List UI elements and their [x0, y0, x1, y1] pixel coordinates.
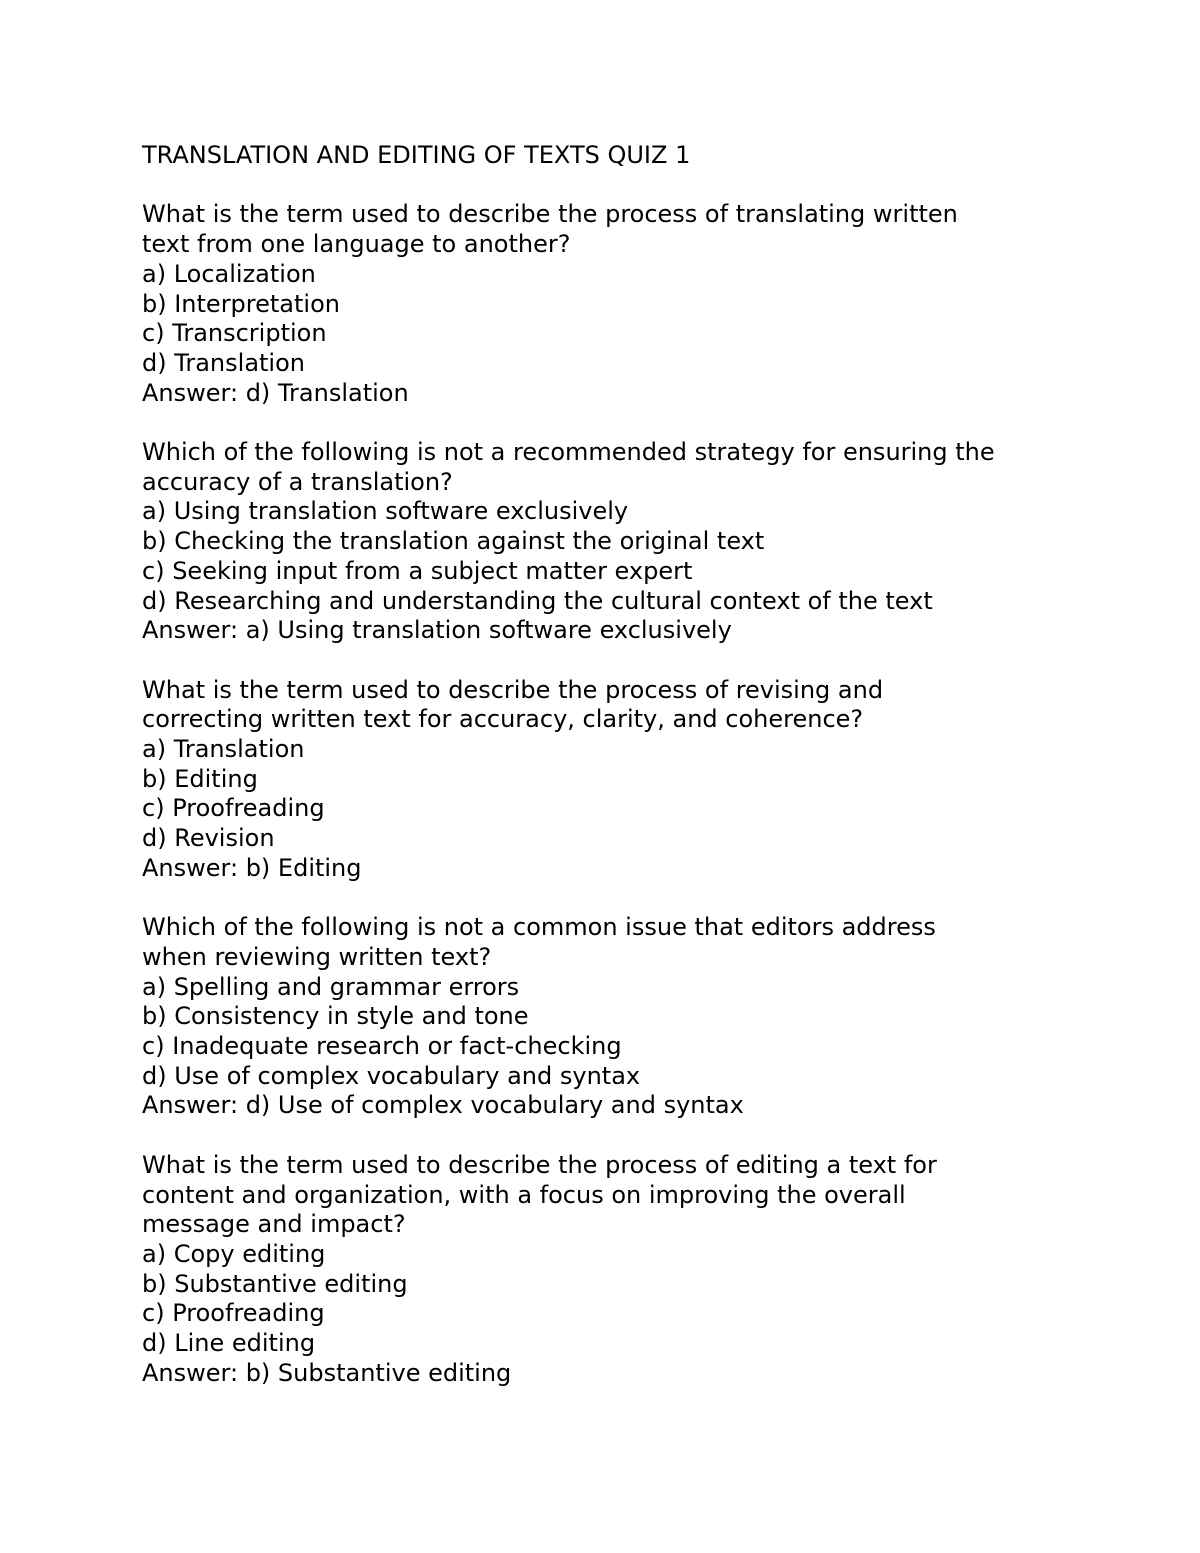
- quiz-title: TRANSLATION AND EDITING OF TEXTS QUIZ 1: [142, 141, 691, 169]
- option-b: b) Consistency in style and tone: [142, 1002, 529, 1031]
- question-prompt-line: correcting written text for accuracy, clarity, and coherence?: [142, 705, 864, 734]
- question-prompt-line: Which of the following is not a recommended strategy for ensuring the: [142, 438, 995, 466]
- question-prompt-line: Which of the following is not a common issue that editors address: [142, 913, 936, 942]
- question-prompt-line: What is the term used to describe the process of translating written: [142, 200, 958, 229]
- question-prompt-line: text from one language to another?: [142, 230, 571, 259]
- option-a: a) Using translation software exclusively: [142, 497, 629, 526]
- answer-line: Answer: b) Substantive editing: [142, 1358, 512, 1387]
- option-d: d) Use of complex vocabulary and syntax: [142, 1061, 641, 1090]
- option-a: a) Translation: [142, 735, 305, 764]
- answer-line: Answer: b) Editing: [142, 853, 362, 882]
- question-prompt-line: What is the term used to describe the process of revising and: [142, 675, 884, 704]
- option-a: a) Localization: [142, 259, 316, 288]
- option-d: d) Researching and understanding the cultural context of the text: [142, 586, 933, 615]
- question-prompt-line: message and impact?: [142, 1210, 406, 1239]
- question-prompt-line: accuracy of a translation?: [142, 467, 453, 496]
- option-c: c) Inadequate research or fact-checking: [142, 1032, 622, 1061]
- option-b: b) Editing: [142, 764, 258, 793]
- option-b: b) Substantive editing: [142, 1269, 408, 1298]
- question-block-1: [142, 200, 1082, 408]
- option-a: a) Copy editing: [142, 1239, 326, 1268]
- option-b: b) Interpretation: [142, 289, 340, 318]
- option-d: d) Line editing: [142, 1329, 316, 1358]
- document-body: [142, 141, 1082, 1418]
- answer-line: Answer: d) Translation: [142, 378, 409, 407]
- option-c: c) Seeking input from a subject matter expert: [142, 556, 693, 585]
- question-prompt-line: when reviewing written text?: [142, 942, 492, 971]
- question-block-5: [142, 1151, 1082, 1389]
- option-b: b) Checking the translation against the original text: [142, 527, 765, 556]
- option-d: d) Revision: [142, 824, 275, 853]
- question-block-2: [142, 438, 1082, 646]
- question-block-4: [142, 913, 1082, 1121]
- question-prompt-line: content and organization, with a focus on improving the overall: [142, 1180, 906, 1209]
- option-d: d) Translation: [142, 348, 305, 377]
- question-prompt-line: What is the term used to describe the process of editing a text for: [142, 1150, 937, 1179]
- option-a: a) Spelling and grammar errors: [142, 972, 520, 1001]
- option-c: c) Transcription: [142, 319, 327, 348]
- option-c: c) Proofreading: [142, 1299, 325, 1328]
- answer-line: Answer: d) Use of complex vocabulary and syntax: [142, 1091, 744, 1120]
- question-block-3: [142, 676, 1082, 884]
- option-c: c) Proofreading: [142, 794, 325, 823]
- answer-line: Answer: a) Using translation software exclusively: [142, 616, 732, 645]
